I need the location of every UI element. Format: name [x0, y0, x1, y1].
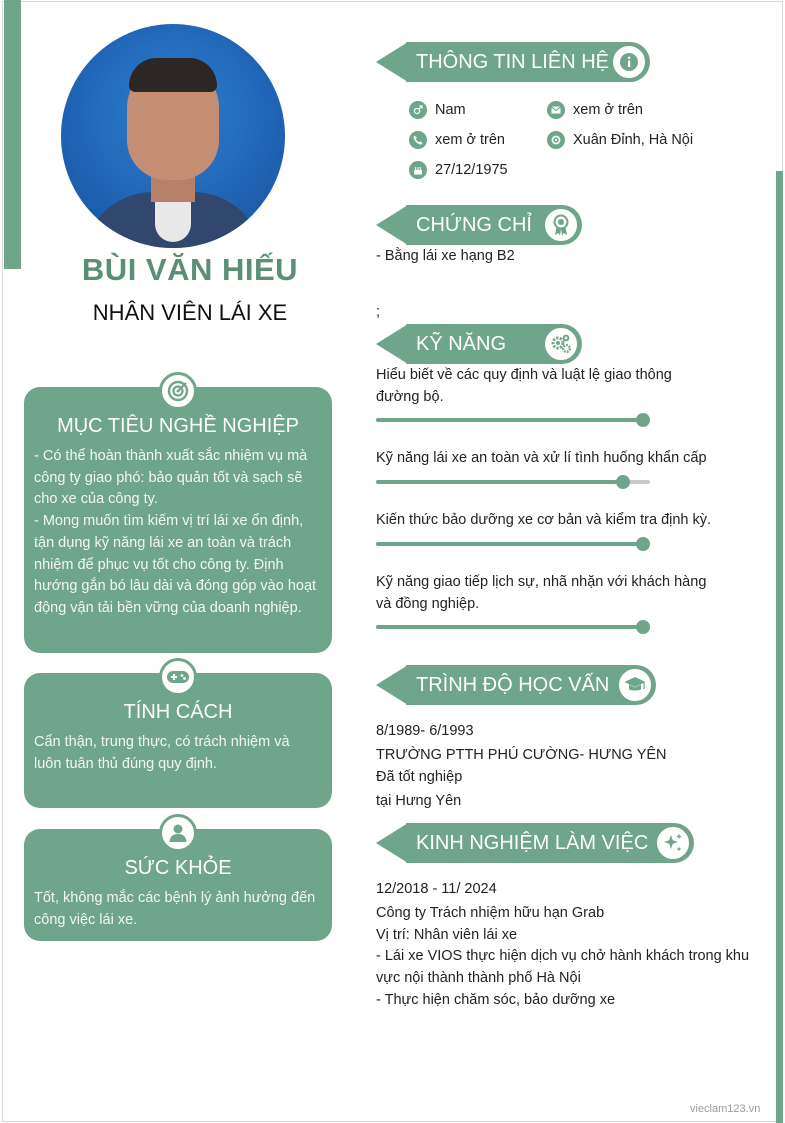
skill-label — [376, 571, 706, 615]
experience-title: KINH NGHIỆM LÀM VIỆC — [416, 832, 649, 854]
contact-birthday — [409, 161, 508, 179]
education-section-header — [376, 665, 656, 705]
skill-bar — [376, 625, 650, 629]
skill-label-line: Kỹ năng lái xe an toàn và xử lí tình huống khẩn cấp — [376, 450, 707, 466]
contact-phone — [409, 131, 505, 149]
left-accent-bar — [4, 0, 21, 269]
certificates-section-header — [376, 205, 582, 245]
skill-label — [376, 447, 707, 469]
skill-bar — [376, 418, 650, 422]
skill-label — [376, 364, 672, 408]
avatar — [61, 24, 285, 248]
location-icon — [547, 131, 565, 149]
career-goal-box — [24, 387, 332, 653]
experience-section-header — [376, 823, 694, 863]
avatar-hair — [129, 58, 217, 92]
phone-value: xem ở trên — [435, 132, 505, 148]
education-title: TRÌNH ĐỘ HỌC VẤN — [416, 674, 610, 696]
graduation-cap-icon — [616, 666, 654, 704]
certificates-title: CHỨNG CHỈ — [416, 214, 532, 236]
personality-line: Cẩn thận, trung thực, có trách nhiệm và — [34, 734, 290, 750]
skill-bar-fill — [376, 418, 643, 422]
career-goal-text — [34, 446, 324, 620]
contact-email — [547, 101, 643, 119]
health-box — [24, 829, 332, 941]
skill-bar-knob — [636, 620, 650, 634]
career-goal-line: - Mong muốn tìm kiếm vị trí lái xe ổn định, — [34, 513, 304, 530]
experience-duty: vực nội thành thành phố Hà Nội — [376, 970, 581, 986]
header-arrow — [376, 823, 408, 863]
skill-bar-fill — [376, 625, 643, 629]
education-period: 8/1989- 6/1993 — [376, 723, 474, 739]
email-value: xem ở trên — [573, 102, 643, 118]
contact-gender — [409, 101, 466, 119]
personality-box — [24, 673, 332, 808]
skill-bar-fill — [376, 480, 623, 484]
watermark: vieclam123.vn — [690, 1103, 761, 1115]
header-arrow — [376, 205, 408, 245]
header-arrow — [376, 42, 408, 82]
award-icon — [542, 206, 580, 244]
skill-label-line: Kỹ năng giao tiếp lịch sự, nhã nhặn với khách hàng — [376, 574, 707, 590]
target-icon — [159, 372, 197, 410]
career-goal-title: MỤC TIÊU NGHỀ NGHIỆP — [57, 415, 299, 437]
personality-text — [34, 732, 324, 775]
skill-bar-knob — [636, 537, 650, 551]
education-location: tại Hưng Yên — [376, 793, 462, 809]
gamepad-icon — [159, 658, 197, 696]
career-goal-line: động vận tải bền vững của doanh nghiệp. — [34, 599, 302, 616]
contact-title: THÔNG TIN LIÊN HỆ — [416, 51, 609, 73]
job-title: NHÂN VIÊN LÁI XE — [92, 300, 288, 325]
skill-bar-knob — [616, 475, 630, 489]
experience-duty: - Thực hiện chăm sóc, bảo dưỡng xe — [376, 992, 616, 1008]
certificate-item: - Bằng lái xe hạng B2 — [376, 248, 515, 264]
user-icon — [159, 814, 197, 852]
health-line: công việc lái xe. — [34, 911, 138, 928]
career-goal-line: cho xe của công ty. — [34, 491, 158, 508]
candidate-name: BÙI VĂN HIẾU — [81, 252, 299, 287]
header-arrow — [376, 324, 408, 364]
health-text — [34, 888, 324, 931]
career-goal-line: hướng gắn bó lâu dài và đóng góp vào hoạt — [34, 578, 317, 595]
address-value: Xuân Đỉnh, Hà Nội — [573, 132, 694, 148]
certificate-item: ; — [376, 304, 381, 320]
cake-icon — [409, 161, 427, 179]
skill-bar — [376, 480, 650, 484]
phone-icon — [409, 131, 427, 149]
contact-section-header — [376, 42, 650, 82]
career-goal-line: - Có thể hoàn thành xuất sắc nhiệm vụ mà — [34, 448, 308, 464]
sparkle-icon — [654, 824, 692, 862]
personality-line: luôn tuân thủ đúng quy định. — [34, 755, 218, 772]
career-goal-line: tận dụng kỹ năng lái xe an toàn và trách — [34, 534, 292, 551]
experience-company: Công ty Trách nhiệm hữu hạn Grab — [376, 905, 605, 921]
health-line: Tốt, không mắc các bệnh lý ảnh hưởng đến — [34, 890, 316, 906]
experience-position: Vị trí: Nhân viên lái xe — [376, 927, 518, 943]
skill-bar-fill — [376, 542, 643, 546]
experience-period: 12/2018 - 11/ 2024 — [376, 881, 497, 897]
gears-icon — [542, 325, 580, 363]
experience-duty: - Lái xe VIOS thực hiện dịch vụ chở hành khách trong khu — [376, 948, 750, 964]
skill-bar-knob — [636, 413, 650, 427]
skills-title: KỸ NĂNG — [416, 333, 507, 355]
gender-icon — [409, 101, 427, 119]
skills-section-header — [376, 324, 582, 364]
personality-title: TÍNH CÁCH — [123, 701, 233, 723]
skill-label-line: Kiến thức bảo dưỡng xe cơ bản và kiểm tra định kỳ. — [376, 512, 712, 528]
career-goal-line: nhiệm để phục vụ tốt cho công ty. Định — [34, 556, 284, 573]
right-accent-bar — [776, 171, 783, 1123]
email-icon — [547, 101, 565, 119]
skill-bar — [376, 542, 650, 546]
skill-label-line: đường bộ. — [376, 389, 444, 405]
skill-label-line: Hiểu biết về các quy định và luật lệ giao thông — [376, 367, 672, 383]
gender-value: Nam — [435, 102, 466, 118]
header-arrow — [376, 665, 408, 705]
education-school: TRƯỜNG PTTH PHÚ CƯỜNG- HƯNG YÊN — [376, 747, 667, 763]
career-goal-line: công ty giao phó: bảo quản tốt và sạch sẽ — [34, 469, 303, 486]
skill-label — [376, 509, 711, 531]
education-status: Đã tốt nghiệp — [376, 769, 463, 785]
info-icon — [610, 43, 648, 81]
contact-address — [547, 131, 693, 149]
birthday-value: 27/12/1975 — [435, 162, 508, 178]
skill-label-line: và đồng nghiệp. — [376, 596, 480, 612]
health-title: SỨC KHỎE — [124, 857, 232, 879]
